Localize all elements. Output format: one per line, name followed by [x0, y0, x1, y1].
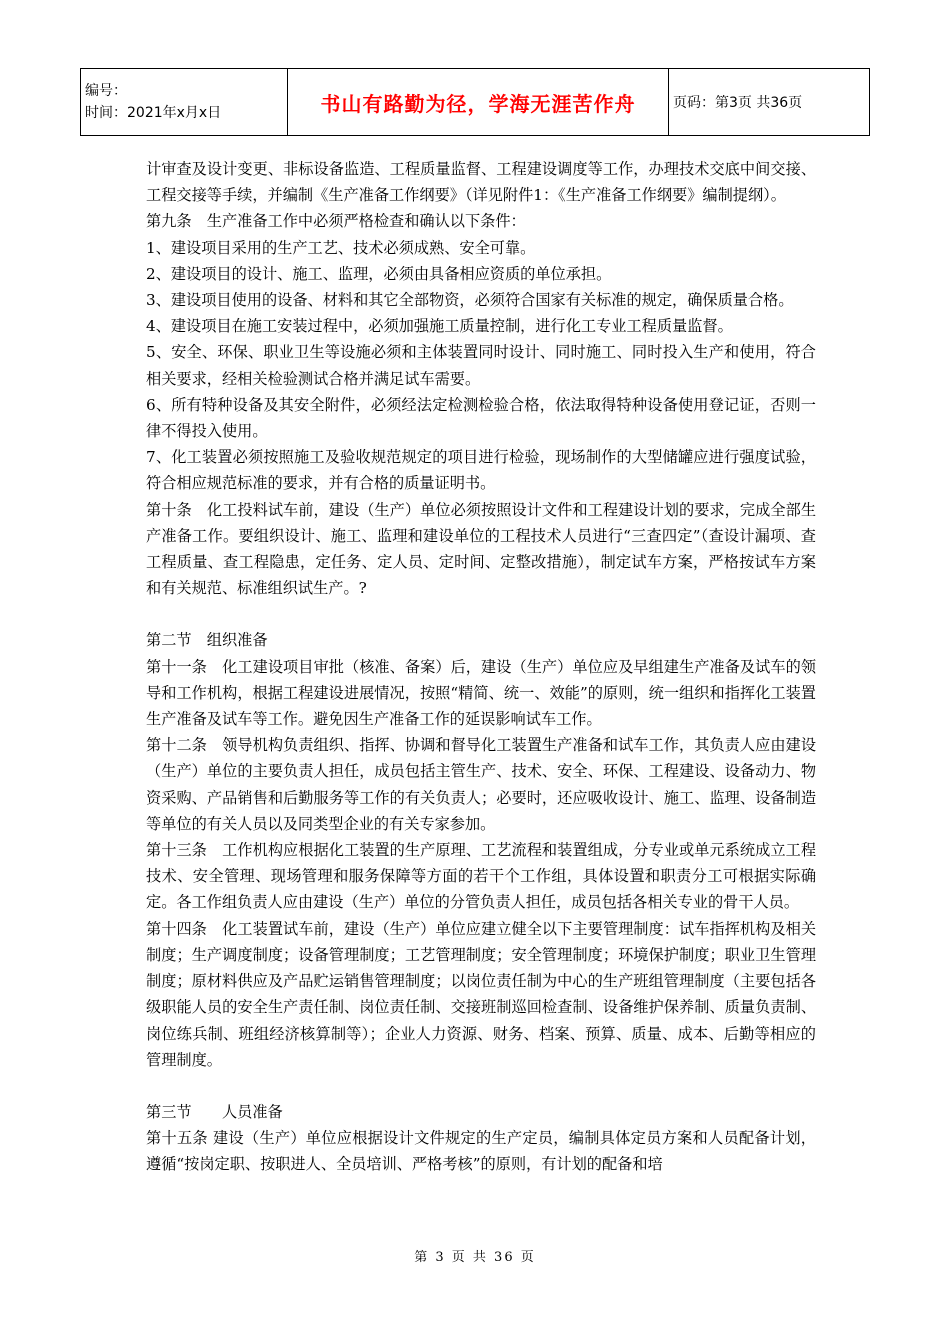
page-info-text: 页码：第3页 共36页 — [673, 95, 803, 111]
paragraph: 第十条 化工投料试车前，建设（生产）单位必须按照设计文件和工程建设计划的要求，完成全部生产准备工作。要组织设计、施工、监理和建设单位的工程技术人员进行“三查四定”（查设计漏项、查工程质量、查工程隐患，定任务、定人员、定时间、定整改措施），制定试车方案，严格按试车方案和有关规范、标准组织试生产。? — [146, 500, 816, 598]
list-item: 3、建设项目使用的设备、材料和其它全部物资，必须符合国家有关标准的规定，确保质量合格。 — [146, 291, 794, 310]
list-item: 5、安全、环保、职业卫生等设施必须和主体装置同时设计、同时施工、同时投入生产和使用，符合相关要求，经相关检验测试合格并满足试车需要。 — [146, 343, 816, 388]
document-body — [146, 156, 816, 1178]
blank-line — [146, 601, 816, 627]
article-heading: 第九条 生产准备工作中必须严格检查和确认以下条件： — [146, 212, 526, 231]
section-heading: 第三节 人员准备 — [146, 1102, 283, 1121]
list-item: 2、建设项目的设计、施工、监理，必须由具备相应资质的单位承担。 — [146, 264, 612, 283]
section-heading: 第二节 组织准备 — [146, 631, 268, 650]
paragraph: 第十五条 建设（生产）单位应根据设计文件规定的生产定员，编制具体定员方案和人员配备计划，遵循“按岗定职、按职进人、全员培训、严格考核”的原则，有计划的配备和培 — [146, 1129, 816, 1174]
list-item: 6、所有特种设备及其安全附件，必须经法定检测检验合格，依法取得特种设备使用登记证，否则一律不得投入使用。 — [146, 395, 816, 441]
blank-line — [146, 1073, 816, 1099]
list-item: 4、建设项目在施工安装过程中，必须加强施工质量控制，进行化工专业工程质量监督。 — [146, 317, 733, 336]
paragraph: 计审查及设计变更、非标设备监造、工程质量监督、工程建设调度等工作，办理技术交底中间交接、工程交接等手续，并编制《生产准备工作纲要》（详见附件1：《生产准备工作纲要》编制提纲）。 — [146, 160, 816, 205]
list-item: 7、化工装置必须按照施工及验收规范规定的项目进行检验，现场制作的大型储罐应进行强度试验，符合相应规范标准的要求，并有合格的质量证明书。 — [146, 448, 816, 493]
paragraph: 第十二条 领导机构负责组织、指挥、协调和督导化工装置生产准备和试车工作，其负责人应由建设（生产）单位的主要负责人担任，成员包括主管生产、技术、安全、环保、工程建设、设备动力、物资采购、产品销售和后勤服务等工作的有关负责人；必要时，还应吸收设计、施工、监理、设备制造等单位的有关人员以及同类型企业的有关专家参加。 — [146, 736, 816, 833]
page-footer: 第 3 页 共 36 页 — [414, 1250, 536, 1265]
number-label: 编号： — [85, 83, 127, 99]
paragraph: 第十三条 工作机构应根据化工装置的生产原理、工艺流程和装置组成，分专业或单元系统成立工程技术、安全管理、现场管理和服务保障等方面的若干个工作组，具体设置和职责分工可根据实际确定。各工作组负责人应由建设（生产）单位的分管负责人担任，成员包括各相关专业的骨干人员。 — [146, 841, 816, 912]
time-label: 时间：2021年x月x日 — [85, 105, 222, 121]
motto-text: 书山有路勤为径，学海无涯苦作舟 — [320, 91, 636, 116]
list-item: 1、建设项目采用的生产工艺、技术必须成熟、安全可靠。 — [146, 238, 536, 257]
header-meta — [81, 69, 288, 136]
header-page-info — [669, 69, 870, 136]
paragraph: 第十一条 化工建设项目审批（核准、备案）后，建设（生产）单位应及早组建生产准备及试车的领导和工作机构，根据工程建设进展情况，按照“精简、统一、效能”的原则，统一组织和指挥化工装置生产准备及试车等工作。避免因生产准备工作的延误影响试车工作。 — [146, 657, 816, 729]
header-motto-cell — [288, 69, 669, 136]
page-header — [80, 68, 870, 136]
paragraph: 第十四条 化工装置试车前，建设（生产）单位应建立健全以下主要管理制度：试车指挥机构及相关制度；生产调度制度；设备管理制度；工艺管理制度；安全管理制度；环境保护制度；职业卫生管理制度；原材料供应及产品贮运销售管理制度；以岗位责任制为中心的生产班组管理制度（主要包括各级职能人员的安全生产责任制、岗位责任制、交接班制巡回检查制、设备维护保养制、质量负责制、岗位练兵制、班组经济核算制等）；企业人力资源、财务、档案、预算、质量、成本、后勤等相应的管理制度。 — [146, 919, 816, 1069]
